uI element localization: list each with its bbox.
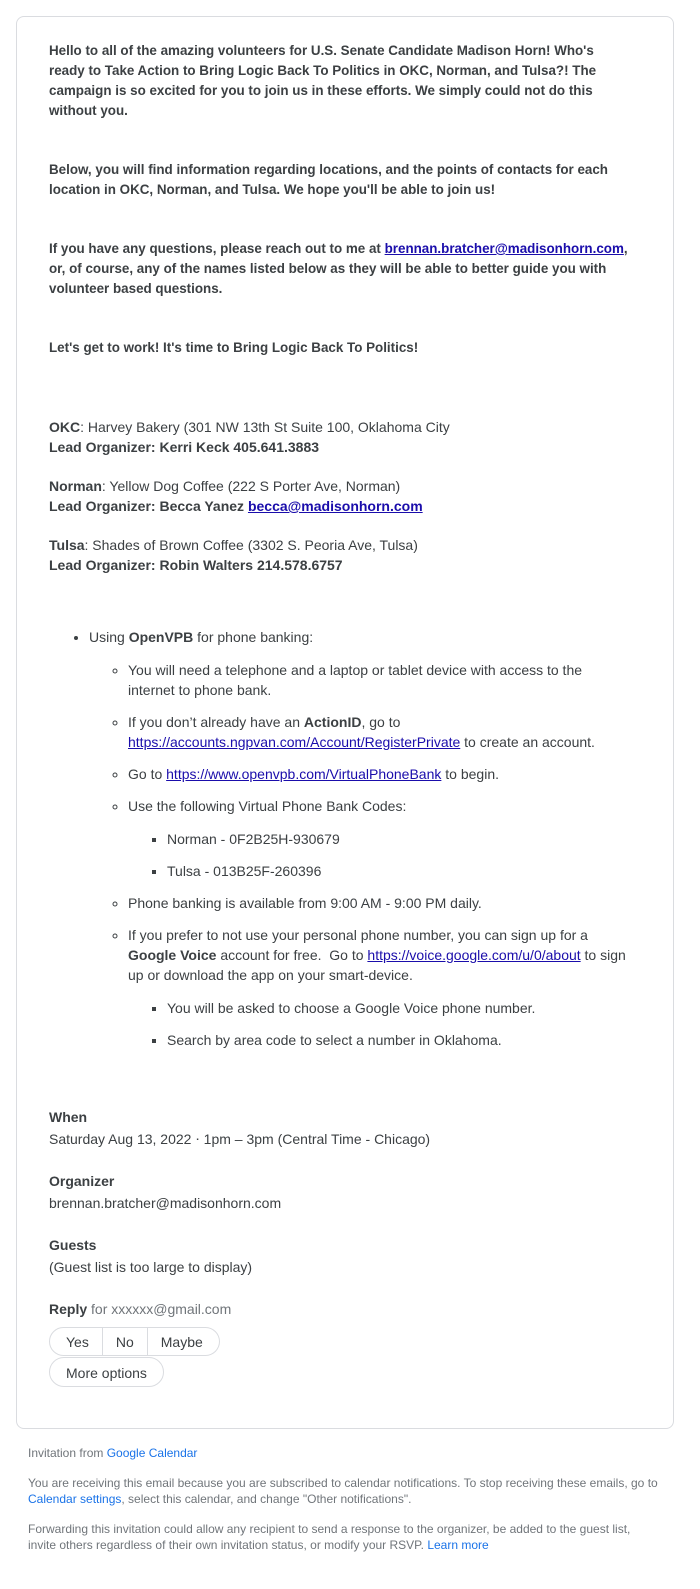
list-item: • Using OpenVPB for phone banking: ◦ You will need a telephone and a laptop or tablet device with access to the internet to phone bank. ◦ If you don’t already have an ActionID, go to https://accounts.ngpvan.com/Account/RegisterPrivate to create an account. ◦ Go to https://www.openvpb.com/VirtualPhoneBank to begin. ◦ Use the following Virtual Phone Bank Codes: ▪ Norman - 0F2B25H-930679 ▪ Tulsa - 013B25F-260396 ◦ Phone banking is available from 9:00 AM - 9:00 PM daily. ◦ If you prefer to not use your personal phone number, you can sign up for a Google Voice account for free. Go to https://voice.google.com/u/0/about to sign up or download the app on your smart-device. ▪ You will be asked to choose a Google Voice phone number. ▪ Search by area code to select a number in Oklahoma.	[89, 627, 629, 1050]
list-item: ◦ If you prefer to not use your personal phone number, you can sign up for a Google Voice account for free. Go to https://voice.google.com/u/0/about to sign up or download the app on your smart-device. ▪ You will be asked to choose a Google Voice phone number. ▪ Search by area code to select a number in Oklahoma.	[128, 925, 629, 1050]
google-calendar-link[interactable]: Google Calendar	[106, 1446, 198, 1460]
guests-value: (Guest list is too large to display)	[49, 1259, 253, 1275]
intro-paragraph-1: Hello to all of the amazing volunteers for U.S. Senate Candidate Madison Horn! Who's ready to Take Action to Bring Logic Back To Politics in OKC, Norman, and Tulsa?! The campaign is so excited for you to join us in these efforts. We simply could not do this without you.	[49, 43, 597, 118]
reply-for: for xxxxxx@gmail.com	[87, 1301, 232, 1317]
phone-bank-code: ▪ Norman - 0F2B25H-930679	[167, 829, 629, 849]
organizer-value: brennan.bratcher@madisonhorn.com	[49, 1195, 282, 1211]
calendar-settings-link[interactable]: Calendar settings	[28, 1492, 122, 1506]
rsvp-yes-button[interactable]: Yes	[49, 1327, 103, 1356]
more-options-button[interactable]: More options	[49, 1357, 164, 1387]
forwarding-notice: Forwarding this invitation could allow any recipient to send a response to the organizer, be added to the guest list, invite others regardless of their own invitation status, or modify your RSVP. Learn more	[28, 1522, 631, 1552]
guests-label: Guests	[49, 1237, 97, 1253]
list-item: ◦ Go to https://www.openvpb.com/VirtualPhoneBank to begin.	[128, 764, 629, 784]
intro-paragraph-2: Below, you will find information regarding locations, and the points of contacts for each location in OKC, Norman, and Tulsa. We hope you'll be able to join us!	[49, 162, 608, 197]
rsvp-no-button[interactable]: No	[103, 1327, 148, 1356]
rsvp-maybe-button[interactable]: Maybe	[148, 1327, 220, 1356]
list-item: ▪ Search by area code to select a number in Oklahoma.	[167, 1030, 629, 1050]
guests-section	[49, 1235, 629, 1277]
norman-lead-email-link[interactable]: becca@madisonhorn.com	[247, 498, 423, 514]
locations	[49, 417, 629, 575]
reply-label: Reply	[49, 1301, 88, 1317]
event-card	[16, 16, 674, 1429]
event-details	[49, 1107, 629, 1387]
ngpvan-register-link[interactable]: https://accounts.ngpvan.com/Account/RegisterPrivate	[128, 734, 461, 750]
when-section	[49, 1107, 629, 1149]
intro-paragraph-4: Let's get to work! It's time to Bring Logic Back To Politics!	[49, 340, 419, 355]
list-item: ▪ You will be asked to choose a Google Voice phone number.	[167, 998, 629, 1018]
location-norman: Norman: Yellow Dog Coffee (222 S Porter Ave, Norman) Lead Organizer: Becca Yanez becca@madisonhorn.com	[49, 478, 423, 514]
google-voice-link[interactable]: https://voice.google.com/u/0/about	[367, 947, 581, 963]
email-footer	[28, 1445, 658, 1567]
organizer-label: Organizer	[49, 1173, 115, 1189]
organizer-section	[49, 1171, 629, 1213]
learn-more-link[interactable]: Learn more	[427, 1538, 489, 1552]
when-label: When	[49, 1109, 88, 1125]
rsvp-buttons	[49, 1327, 629, 1356]
openvpb-link[interactable]: https://www.openvpb.com/VirtualPhoneBank	[166, 766, 442, 782]
location-tulsa: Tulsa: Shades of Brown Coffee (3302 S. Peoria Ave, Tulsa) Lead Organizer: Robin Walters 214.578.6757	[49, 537, 418, 573]
location-okc: OKC: Harvey Bakery (301 NW 13th St Suite 100, Oklahoma City Lead Organizer: Kerri Keck 405.641.3883	[49, 419, 450, 455]
list-item: ◦ You will need a telephone and a laptop or tablet device with access to the internet to phone bank.	[128, 660, 629, 700]
list-item: ◦ Use the following Virtual Phone Bank Codes: ▪ Norman - 0F2B25H-930679 ▪ Tulsa - 013B25F-260396	[128, 796, 629, 881]
when-value: Saturday Aug 13, 2022 ⋅ 1pm – 3pm (Central Time - Chicago)	[49, 1131, 431, 1147]
phone-bank-code: ▪ Tulsa - 013B25F-260396	[167, 861, 629, 881]
list-item: ◦ If you don’t already have an ActionID, go to https://accounts.ngpvan.com/Account/RegisterPrivate to create an account.	[128, 712, 629, 752]
contact-email-link[interactable]: brennan.bratcher@madisonhorn.com	[384, 241, 624, 256]
list-item: ◦ Phone banking is available from 9:00 AM - 9:00 PM daily.	[128, 893, 629, 913]
intro	[49, 41, 629, 358]
phone-banking-list	[49, 627, 629, 1050]
event-description	[49, 41, 629, 1062]
intro-paragraph-3: If you have any questions, please reach out to me at brennan.bratcher@madisonhorn.com, or, of course, any of the names listed below as they will be able to better guide you with volunteer based questions.	[49, 241, 628, 296]
invitation-source: Invitation from Google Calendar	[28, 1446, 198, 1460]
notification-notice: You are receiving this email because you are subscribed to calendar notifications. To stop receiving these emails, go to Calendar settings, select this calendar, and change "Other notifications".	[28, 1476, 658, 1506]
reply-section	[49, 1299, 629, 1387]
